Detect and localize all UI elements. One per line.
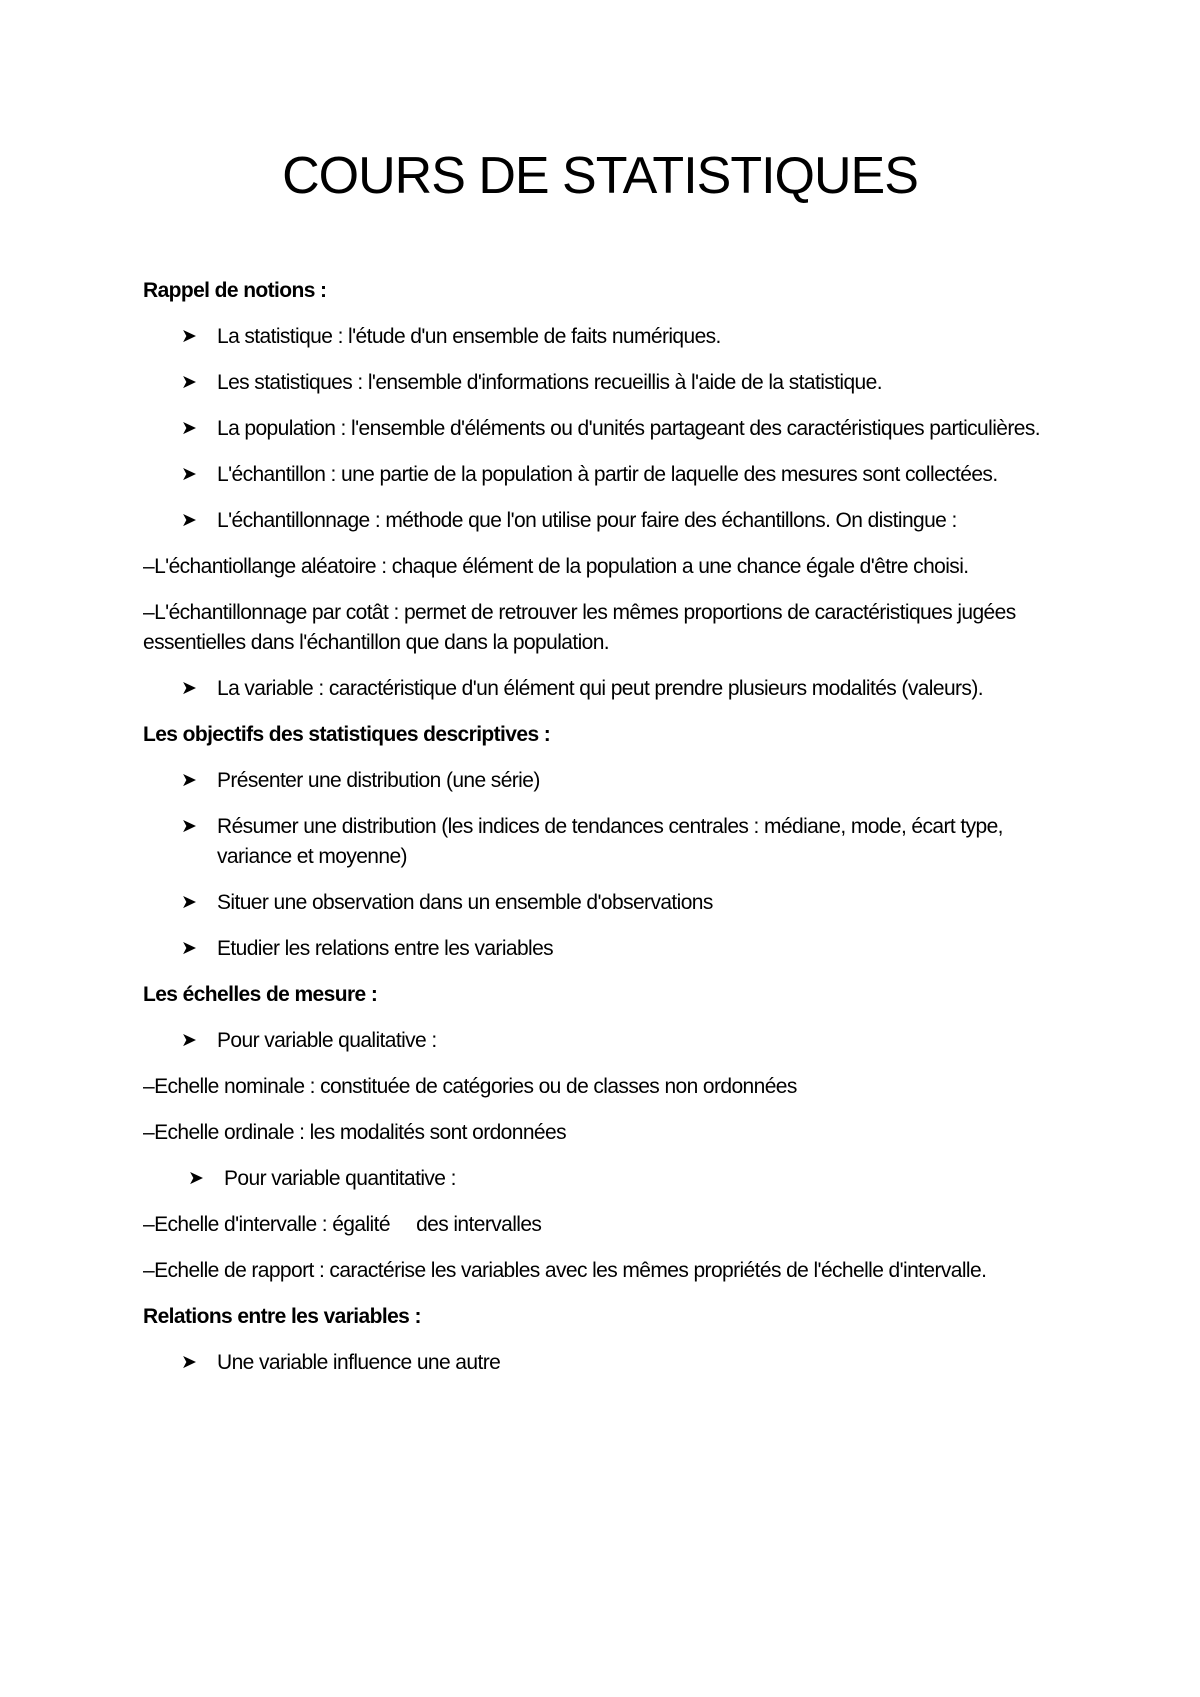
bullet-text: Une variable influence une autre	[217, 1351, 501, 1374]
dash-paragraph: –Echelle nominale : constituée de catégories ou de classes non ordonnées	[143, 1075, 797, 1098]
arrow-bullet-icon: ➤	[181, 464, 197, 485]
section-heading-echelles: Les échelles de mesure :	[143, 983, 378, 1006]
arrow-bullet-icon: ➤	[181, 892, 197, 913]
bullet-text: L'échantillon : une partie de la population à partir de laquelle des mesures sont collectées.	[217, 463, 998, 486]
bullet-item	[143, 674, 1053, 704]
arrow-bullet-icon: ➤	[181, 372, 197, 393]
bullet-item	[143, 1164, 1053, 1194]
arrow-bullet-icon: ➤	[181, 510, 197, 531]
bullet-item	[143, 934, 1053, 964]
bullet-text: Etudier les relations entre les variables	[217, 937, 554, 960]
dash-paragraph: –Echelle de rapport : caractérise les variables avec les mêmes propriétés de l'échelle d'intervalle.	[143, 1259, 987, 1282]
bullet-item	[143, 766, 1053, 796]
bullet-text: Présenter une distribution (une série)	[217, 769, 540, 792]
arrow-bullet-icon: ➤	[181, 816, 197, 837]
section-heading-rappel: Rappel de notions :	[143, 279, 327, 302]
bullet-text: Pour variable qualitative :	[217, 1029, 437, 1052]
bullet-text: Situer une observation dans un ensemble d'observations	[217, 891, 713, 914]
bullet-item	[143, 368, 1053, 398]
bullet-item	[143, 414, 1053, 444]
bullet-item	[143, 322, 1053, 352]
bullet-item	[143, 888, 1053, 918]
bullet-text: Les statistiques : l'ensemble d'informations recueillis à l'aide de la statistique.	[217, 371, 882, 394]
bullet-item	[143, 812, 1053, 872]
section-heading-objectifs: Les objectifs des statistiques descriptives :	[143, 723, 551, 746]
bullet-text: Résumer une distribution (les indices de tendances centrales : médiane, mode, écart type, variance et moyenne)	[217, 815, 1003, 868]
bullet-text: La variable : caractéristique d'un élément qui peut prendre plusieurs modalités (valeurs).	[217, 677, 983, 700]
bullet-text: La statistique : l'étude d'un ensemble de faits numériques.	[217, 325, 721, 348]
dash-paragraph: –Echelle d'intervalle : égalité des intervalles	[143, 1213, 542, 1236]
arrow-bullet-icon: ➤	[181, 418, 197, 439]
bullet-item	[143, 506, 1053, 536]
dash-paragraph: –L'échantillonnage par cotât : permet de retrouver les mêmes proportions de caractéristiques jugées essentielles dans l'échantillon que dans la population.	[143, 601, 1016, 654]
dash-paragraph: –Echelle ordinale : les modalités sont ordonnées	[143, 1121, 566, 1144]
bullet-text: La population : l'ensemble d'éléments ou d'unités partageant des caractéristiques particulières.	[217, 417, 1040, 440]
arrow-bullet-icon: ➤	[181, 938, 197, 959]
bullet-text: L'échantillonnage : méthode que l'on utilise pour faire des échantillons. On distingue :	[217, 509, 957, 532]
bullet-text: Pour variable quantitative :	[224, 1167, 456, 1190]
arrow-bullet-icon: ➤	[181, 326, 197, 347]
dash-paragraph: –L'échantiollange aléatoire : chaque élément de la population a une chance égale d'être choisi.	[143, 555, 969, 578]
bullet-item	[143, 460, 1053, 490]
bullet-item	[143, 1026, 1053, 1056]
arrow-bullet-icon: ➤	[181, 770, 197, 791]
arrow-bullet-icon: ➤	[181, 678, 197, 699]
page-title: COURS DE STATISTIQUES	[282, 147, 918, 205]
arrow-bullet-icon: ➤	[188, 1168, 204, 1189]
section-heading-relations: Relations entre les variables :	[143, 1305, 421, 1328]
document-body	[143, 276, 1053, 1394]
arrow-bullet-icon: ➤	[181, 1030, 197, 1051]
bullet-item	[143, 1348, 1053, 1378]
arrow-bullet-icon: ➤	[181, 1352, 197, 1373]
